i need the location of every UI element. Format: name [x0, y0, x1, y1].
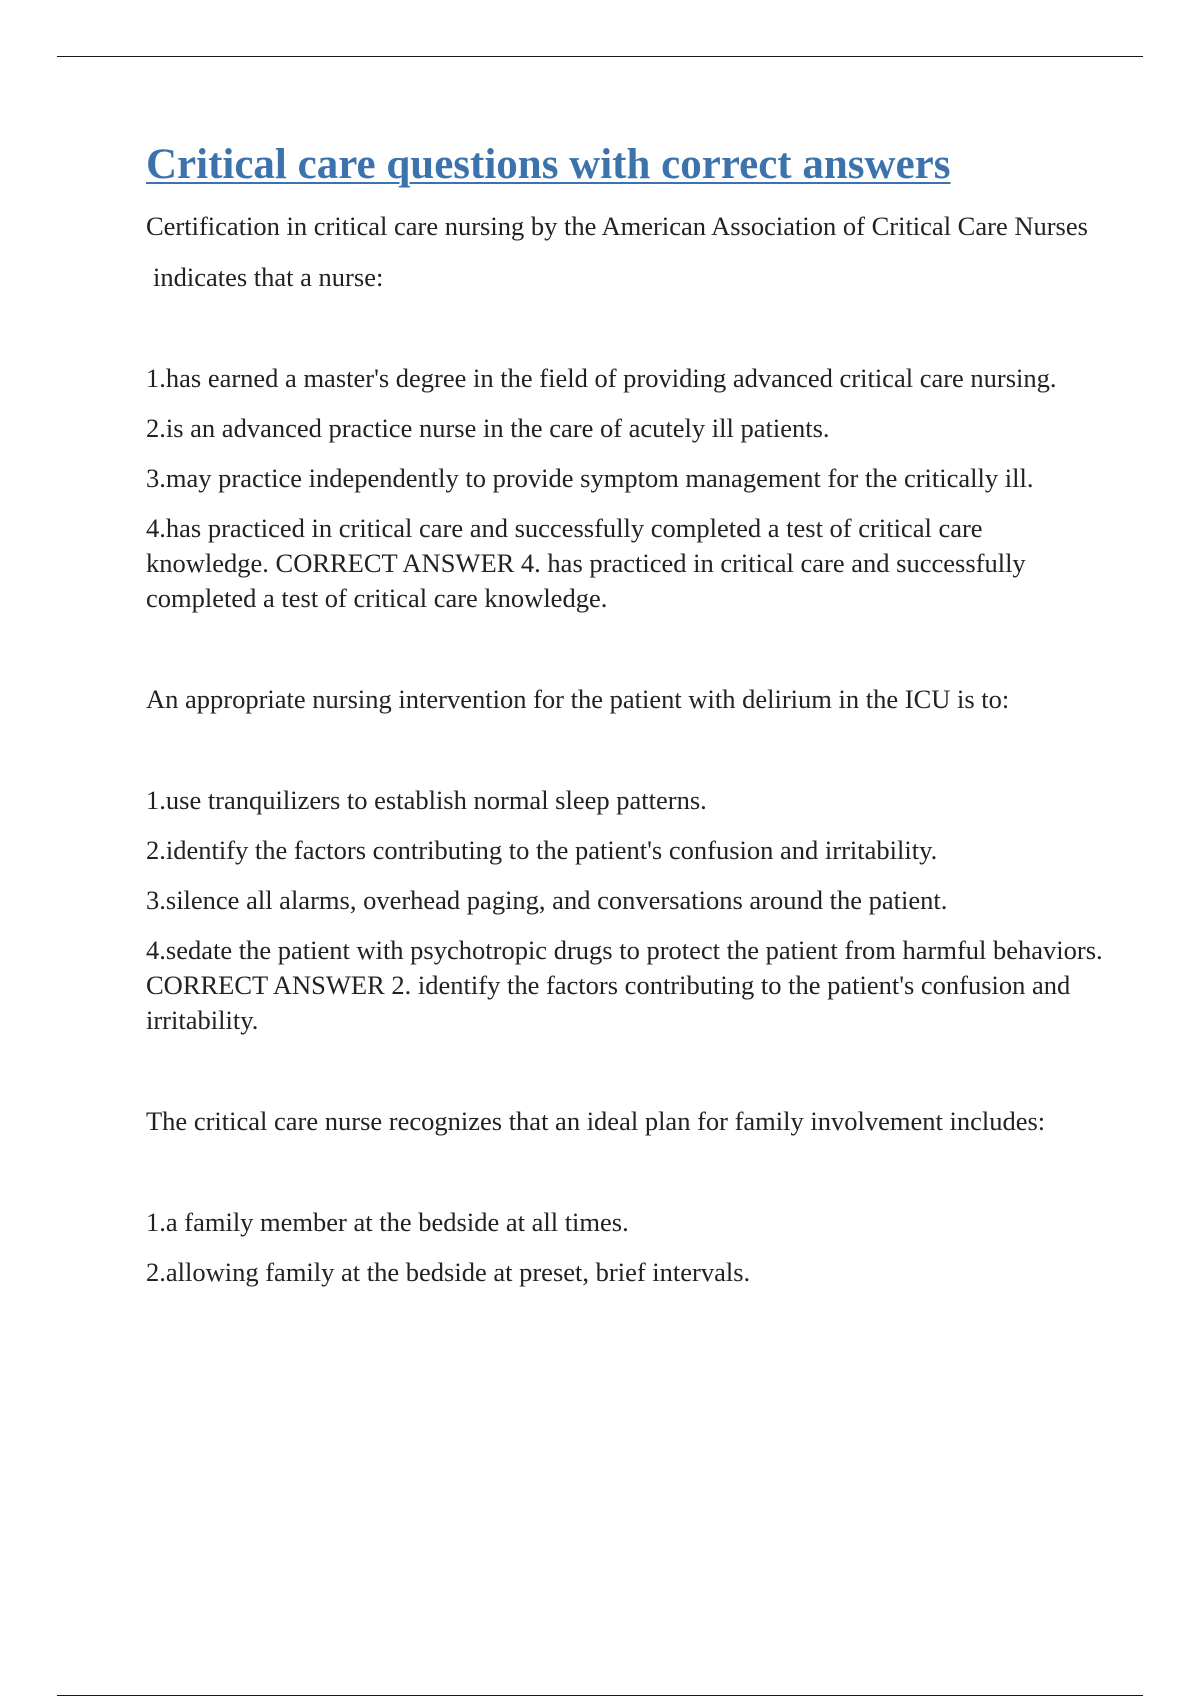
- question-3-option-2: 2.allowing family at the bedside at preset, brief intervals.: [146, 1256, 751, 1287]
- question-3-option-1: 1.a family member at the bedside at all times.: [146, 1206, 629, 1237]
- question-1-stem-continued: indicates that a nurse:: [153, 261, 384, 292]
- question-2-option-1: 1.use tranquilizers to establish normal sleep patterns.: [146, 784, 707, 815]
- top-rule: [57, 56, 1143, 57]
- question-2-option-4-answer: 4.sedate the patient with psychotropic drugs to protect the patient from harmful behaviors. CORRECT ANSWER 2. identify the factors contributing to the patient's confusion and irritability.: [146, 934, 1103, 1035]
- question-1-stem: Certification in critical care nursing by the American Association of Critical Care Nurses: [146, 210, 1088, 241]
- question-1: [146, 209, 1106, 616]
- question-3-stem: The critical care nurse recognizes that an ideal plan for family involvement includes:: [146, 1105, 1046, 1136]
- question-1-option-4-answer: 4.has practiced in critical care and successfully completed a test of critical care knowledge. CORRECT ANSWER 4. has practiced in critical care and successfully completed a test of critical care knowledge.: [146, 512, 1026, 613]
- document-title: Critical care questions with correct answers: [146, 141, 951, 188]
- question-1-option-1: 1.has earned a master's degree in the field of providing advanced critical care nursing.: [146, 362, 1057, 393]
- question-2-stem: An appropriate nursing intervention for the patient with delirium in the ICU is to:: [146, 683, 1010, 714]
- question-3: [146, 1104, 1106, 1290]
- question-1-option-2: 2.is an advanced practice nurse in the care of acutely ill patients.: [146, 412, 830, 443]
- question-1-option-3: 3.may practice independently to provide symptom management for the critically ill.: [146, 462, 1034, 493]
- document-body: [146, 138, 1106, 1305]
- question-2-option-2: 2.identify the factors contributing to the patient's confusion and irritability.: [146, 834, 938, 865]
- question-2: [146, 682, 1106, 1038]
- question-2-option-3: 3.silence all alarms, overhead paging, and conversations around the patient.: [146, 884, 948, 915]
- bottom-rule: [57, 1695, 1143, 1696]
